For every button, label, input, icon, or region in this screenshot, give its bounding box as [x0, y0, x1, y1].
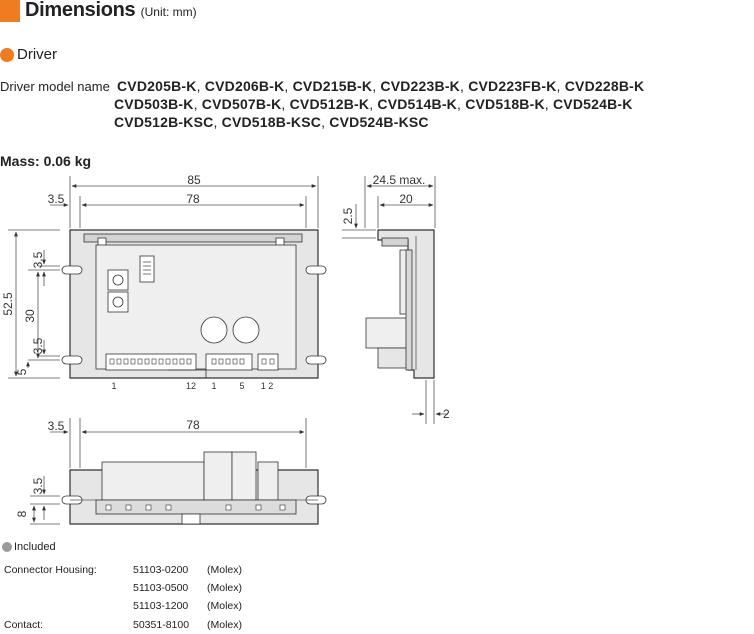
side-view	[366, 230, 434, 378]
model-name: CVD205B-K	[117, 78, 197, 94]
included-label: Contact:	[4, 619, 44, 631]
model-name: CVD518B-KSC	[221, 114, 322, 130]
dim-78-label: 78	[186, 192, 200, 206]
dim-3-5-bottom-label: 3.5	[47, 419, 65, 433]
dim-20-label: 20	[399, 192, 413, 206]
dim-52-5-label: 52.5	[1, 292, 15, 316]
dim-8-label: 8	[15, 510, 29, 518]
dim-2-5-label: 2.5	[341, 207, 355, 225]
model-name: CVD215B-K	[292, 78, 373, 94]
dim-78-bottom-label: 78	[186, 418, 200, 432]
included-part: 51103-1200	[133, 600, 189, 612]
model-name: CVD524B-KSC	[329, 114, 429, 130]
pin-label-1: 1	[111, 381, 117, 391]
dim-2-label: 2	[443, 407, 450, 421]
section-title: Driver	[17, 46, 57, 63]
included-maker: (Molex)	[207, 600, 243, 612]
model-name: CVD524B-K	[552, 96, 633, 112]
front-view	[62, 230, 326, 378]
model-name: CVD512B-KSC	[114, 114, 214, 130]
model-name: CVD223B-K	[380, 78, 460, 94]
unit-label: (Unit: mm)	[140, 5, 197, 19]
model-line-1: CVD205B-K, CVD206B-K, CVD215B-K, CVD223B-K, CVD223FB-K, CVD228B-K	[117, 78, 645, 94]
model-name: CVD503B-K	[114, 96, 194, 112]
included-part: 50351-8100	[133, 619, 190, 631]
dim-3-5-side-label: 3.5	[31, 477, 45, 495]
pin-label-5: 5	[239, 381, 245, 391]
pin-label-1b: 1	[211, 381, 217, 391]
model-line-3: CVD512B-KSC, CVD518B-KSC, CVD524B-KSC	[114, 114, 429, 130]
model-name-label: Driver model name	[0, 79, 110, 94]
included-label: Connector Housing:	[4, 564, 97, 576]
mass-label: Mass: 0.06 kg	[0, 153, 92, 169]
dim-24-5-label: 24.5 max.	[372, 173, 426, 187]
dim-3-5-upper-label: 3.5	[31, 251, 45, 269]
dim-85-label: 85	[187, 173, 201, 187]
pin-label-1-2: 1 2	[260, 381, 274, 391]
model-name: CVD206B-K	[204, 78, 285, 94]
bottom-view	[62, 452, 326, 524]
model-name: CVD514B-K	[377, 96, 457, 112]
model-name: CVD223FB-K	[468, 78, 557, 94]
model-line-2: CVD503B-K, CVD507B-K, CVD512B-K, CVD514B-K, CVD518B-K, CVD524B-K	[114, 96, 633, 112]
pin-label-12: 12	[185, 381, 197, 391]
included-maker: (Molex)	[207, 619, 243, 631]
page-title: Dimensions (Unit: mm)	[25, 0, 197, 21]
model-name: CVD512B-K	[289, 96, 370, 112]
included-title: Included	[14, 541, 56, 553]
model-name: CVD518B-K	[465, 96, 545, 112]
included-dot-icon	[2, 542, 12, 552]
included-part: 51103-0200	[133, 564, 189, 576]
dim-30-label: 30	[23, 309, 37, 323]
model-name: CVD507B-K	[201, 96, 282, 112]
model-name: CVD228B-K	[564, 78, 645, 94]
included-maker: (Molex)	[207, 564, 243, 576]
dim-3-5-lower-label: 3.5	[31, 337, 45, 355]
included-maker: (Molex)	[207, 582, 243, 594]
included-part: 51103-0500	[133, 582, 189, 594]
dim-5-label: 5	[15, 368, 29, 376]
dim-3-5-label: 3.5	[47, 192, 65, 206]
